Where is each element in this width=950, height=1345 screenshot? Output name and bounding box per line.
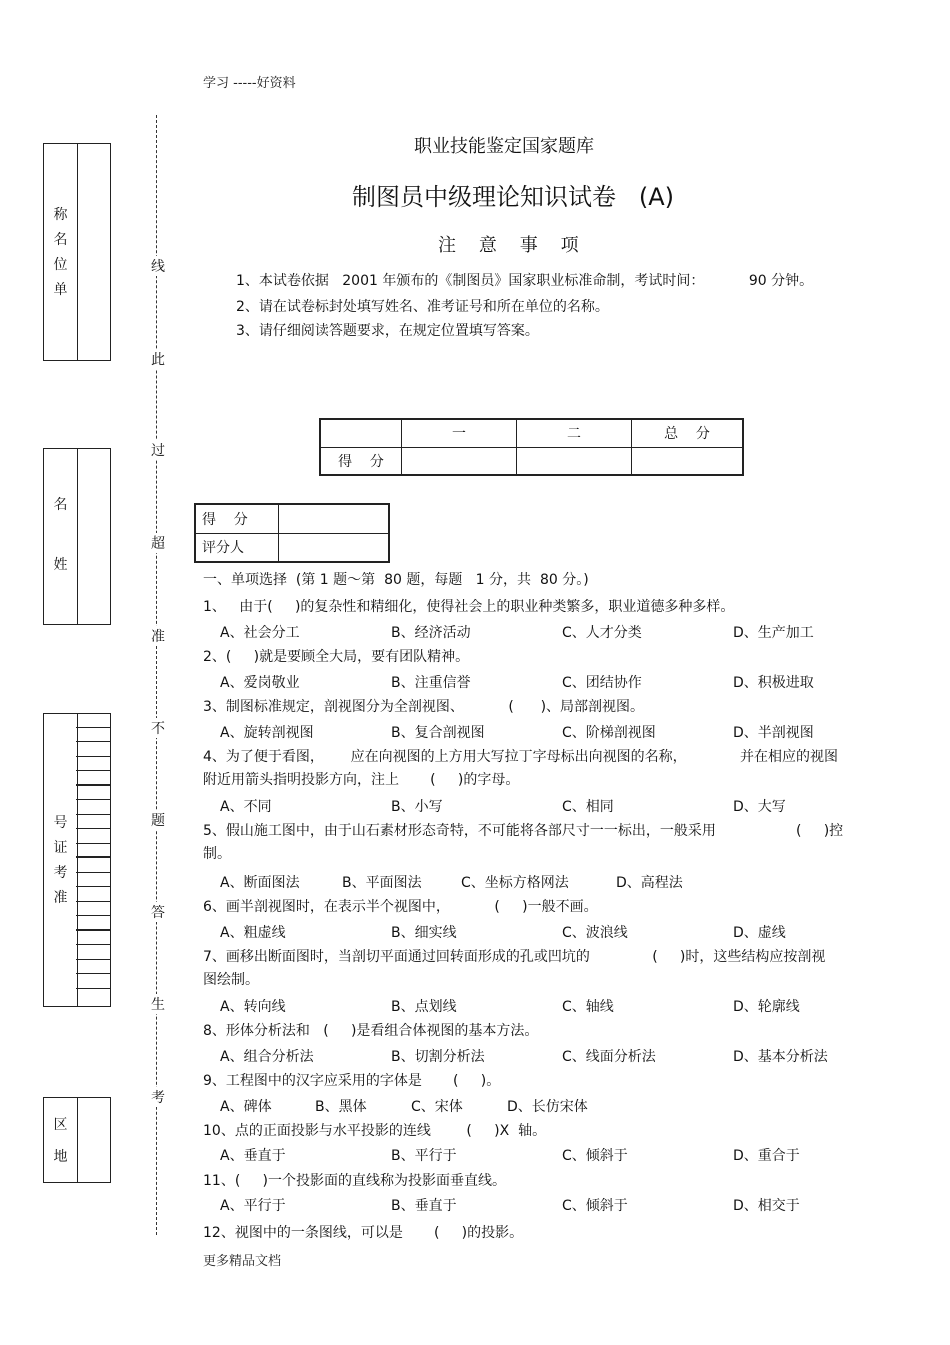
- answer-option[interactable]: D、基本分析法: [733, 1049, 828, 1065]
- answer-option[interactable]: D、长仿宋体: [507, 1099, 588, 1115]
- question-stem: 10、点的正面投影与水平投影的连线 ( )X 轴。: [203, 1123, 547, 1139]
- notice-item: 1、本试卷依据 2001 年颁布的《制图员》国家职业标准命制，考试时间： 90 分钟。: [236, 273, 814, 289]
- exam-title-main: 制图员中级理论知识试卷: [352, 183, 616, 211]
- answer-option[interactable]: A、转向线: [220, 999, 286, 1015]
- cut-line-char: 线: [150, 256, 166, 276]
- answer-option[interactable]: C、坐标方格网法: [461, 875, 569, 891]
- grader-name-cell[interactable]: [279, 533, 390, 562]
- region-label: 区 地: [53, 1117, 68, 1165]
- score-table-header: [320, 419, 402, 447]
- question-stem: 4、为了便于看图， 应在向视图的上方用大写拉丁字母标出向视图的名称， 并在相应的视图: [203, 749, 839, 765]
- notice-heading: 注 意 事 项: [438, 235, 579, 256]
- cut-line-char: 准: [150, 626, 166, 646]
- question-stem: 11、( )一个投影面的直线称为投影面垂直线。: [203, 1173, 506, 1189]
- answer-option[interactable]: A、不同: [220, 799, 272, 815]
- question-stem: 5、假山施工图中，由于山石素材形态奇特，不可能将各部尺寸一一标出，一般采用 ( )控: [203, 823, 844, 839]
- question-stem: 图绘制。: [203, 972, 259, 988]
- answer-option[interactable]: D、重合于: [733, 1148, 800, 1164]
- cut-line-char: 超: [150, 533, 166, 553]
- question-stem: 6、画半剖视图时，在表示半个视图中， ( )一般不画。: [203, 899, 598, 915]
- answer-option[interactable]: B、切割分析法: [391, 1049, 485, 1065]
- answer-option[interactable]: C、相同: [562, 799, 614, 815]
- grader-table: [194, 503, 390, 563]
- score-cell[interactable]: [402, 447, 517, 475]
- answer-option[interactable]: A、旋转剖视图: [220, 725, 314, 741]
- question-stem: 1、 由于( )的复杂性和精细化，使得社会上的职业种类繁多，职业道德多种多样。: [203, 599, 735, 615]
- question-stem: 2、( )就是要顾全大局，要有团队精神。: [203, 649, 470, 665]
- exam-number-grid[interactable]: [76, 713, 110, 989]
- answer-option[interactable]: B、点划线: [391, 999, 457, 1015]
- grader-name-label: 评分人: [195, 533, 279, 562]
- answer-option[interactable]: C、波浪线: [562, 925, 628, 941]
- answer-option[interactable]: C、倾斜于: [562, 1198, 628, 1214]
- section-title: 一、单项选择 (第 1 题～第 80 题，每题 1 分，共 80 分。): [203, 572, 589, 588]
- question-stem: 制。: [203, 846, 231, 862]
- answer-option[interactable]: A、平行于: [220, 1198, 286, 1214]
- question-stem: 7、画移出断面图时，当剖切平面通过回转面形成的孔或凹坑的 ( )时，这些结构应按剖视: [203, 949, 826, 965]
- answer-option[interactable]: C、宋体: [411, 1099, 463, 1115]
- answer-option[interactable]: D、相交于: [733, 1198, 800, 1214]
- grader-score-cell[interactable]: [279, 504, 390, 533]
- cut-line-char: 过: [150, 440, 166, 460]
- answer-option[interactable]: A、垂直于: [220, 1148, 286, 1164]
- answer-option[interactable]: D、生产加工: [733, 625, 814, 641]
- notice-item: 2、请在试卷标封处填写姓名、准考证号和所在单位的名称。: [236, 299, 609, 315]
- answer-option[interactable]: C、人才分类: [562, 625, 642, 641]
- answer-option[interactable]: A、粗虚线: [220, 925, 286, 941]
- cut-line-char: 此: [150, 349, 166, 369]
- cut-line-char: 不: [150, 718, 166, 738]
- score-table-header: 一: [402, 419, 517, 447]
- answer-option[interactable]: C、倾斜于: [562, 1148, 628, 1164]
- cut-line-char: 生: [150, 994, 166, 1014]
- answer-option[interactable]: D、轮廓线: [733, 999, 800, 1015]
- score-row-label: 得 分: [320, 447, 402, 475]
- answer-option[interactable]: B、垂直于: [391, 1198, 457, 1214]
- answer-option[interactable]: D、半剖视图: [733, 725, 814, 741]
- question-bank-title: 职业技能鉴定国家题库: [414, 136, 594, 157]
- answer-option[interactable]: A、碑体: [220, 1099, 272, 1115]
- answer-option[interactable]: B、复合剖视图: [391, 725, 485, 741]
- answer-option[interactable]: D、高程法: [616, 875, 683, 891]
- notice-item: 3、请仔细阅读答题要求，在规定位置填写答案。: [236, 323, 539, 339]
- answer-option[interactable]: A、组合分析法: [220, 1049, 314, 1065]
- question-stem: 3、制图标准规定，剖视图分为全剖视图、 ( )、局部剖视图。: [203, 699, 645, 715]
- answer-option[interactable]: D、大写: [733, 799, 786, 815]
- unit-label: 称 名 位 单: [53, 207, 68, 298]
- answer-option[interactable]: C、阶梯剖视图: [562, 725, 656, 741]
- question-stem: 附近用箭头指明投影方向，注上 ( )的字母。: [203, 772, 520, 788]
- cut-line-char: 考: [150, 1087, 166, 1107]
- answer-option[interactable]: A、断面图法: [220, 875, 300, 891]
- answer-option[interactable]: B、注重信誉: [391, 675, 471, 691]
- answer-option[interactable]: C、线面分析法: [562, 1049, 656, 1065]
- grader-score-label: 得 分: [195, 504, 279, 533]
- answer-option[interactable]: B、平面图法: [342, 875, 422, 891]
- exam-number-label: 号 证 考 准: [53, 815, 68, 906]
- unit-box: [43, 143, 111, 361]
- score-cell[interactable]: [632, 447, 744, 475]
- answer-option[interactable]: B、黑体: [315, 1099, 367, 1115]
- score-table: [319, 418, 744, 476]
- answer-option[interactable]: D、虚线: [733, 925, 786, 941]
- name-label: 名 姓: [53, 497, 68, 573]
- answer-option[interactable]: D、积极进取: [733, 675, 814, 691]
- cut-line: [156, 115, 157, 1235]
- question-stem: 12、视图中的一条图线，可以是 ( )的投影。: [203, 1225, 524, 1241]
- cut-line-char: 答: [150, 902, 166, 922]
- score-table-header: 二: [517, 419, 632, 447]
- question-stem: 9、工程图中的汉字应采用的字体是 ( )。: [203, 1073, 501, 1089]
- answer-option[interactable]: B、平行于: [391, 1148, 457, 1164]
- score-table-header: 总 分: [632, 419, 744, 447]
- answer-option[interactable]: C、团结协作: [562, 675, 642, 691]
- name-box: [43, 448, 111, 625]
- answer-option[interactable]: C、轴线: [562, 999, 614, 1015]
- answer-option[interactable]: B、经济活动: [391, 625, 471, 641]
- exam-title: [352, 177, 674, 212]
- exam-title-variant: (A): [638, 183, 675, 211]
- score-cell[interactable]: [517, 447, 632, 475]
- region-box: [43, 1097, 111, 1183]
- answer-option[interactable]: B、小写: [391, 799, 443, 815]
- answer-option[interactable]: B、细实线: [391, 925, 457, 941]
- page-footer: 更多精品文档: [203, 1254, 282, 1269]
- answer-option[interactable]: A、爱岗敬业: [220, 675, 300, 691]
- question-stem: 8、形体分析法和 ( )是看组合体视图的基本方法。: [203, 1023, 539, 1039]
- page-header: 学习 -----好资料: [203, 76, 296, 91]
- answer-option[interactable]: A、社会分工: [220, 625, 300, 641]
- cut-line-char: 题: [150, 810, 166, 830]
